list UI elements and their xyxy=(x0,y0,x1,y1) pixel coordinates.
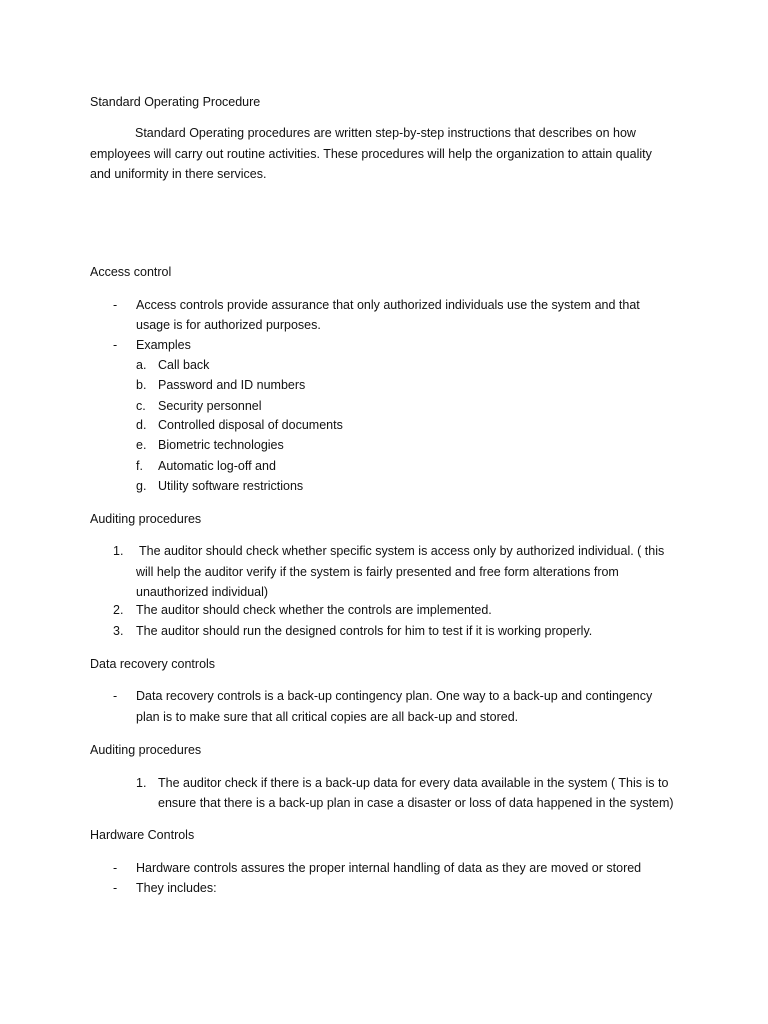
list-item-text: The auditor check if there is a back-up data for every data available in the system ( This is to xyxy=(158,776,669,790)
bullet-dash: - xyxy=(113,298,118,312)
list-marker: e. xyxy=(136,438,147,452)
list-marker: b. xyxy=(136,378,147,392)
hardware-controls-heading: Hardware Controls xyxy=(90,828,195,842)
bullet-dash: - xyxy=(113,689,118,703)
document-title: Standard Operating Procedure xyxy=(90,95,261,109)
intro-line: Standard Operating procedures are written step-by-step instructions that describes on how xyxy=(135,126,636,140)
bullet-text: plan is to make sure that all critical copies are all back-up and stored. xyxy=(136,710,519,724)
list-marker: 1. xyxy=(136,776,147,790)
list-item-text: The auditor should run the designed controls for him to test if it is working properly. xyxy=(136,624,593,638)
bullet-text: usage is for authorized purposes. xyxy=(136,318,321,332)
intro-line: and uniformity in there services. xyxy=(90,167,267,181)
bullet-text: Access controls provide assurance that only authorized individuals use the system and that xyxy=(136,298,640,312)
list-item-text: The auditor should check whether the controls are implemented. xyxy=(136,603,492,617)
bullet-text: Hardware controls assures the proper internal handling of data as they are moved or stored xyxy=(136,861,642,875)
data-recovery-heading: Data recovery controls xyxy=(90,657,216,671)
bullet-dash: - xyxy=(113,861,118,875)
list-item-text: The auditor should check whether specific system is access only by authorized individual. ( this xyxy=(139,544,665,558)
bullet-dash: - xyxy=(113,881,118,895)
list-marker: 1. xyxy=(113,544,124,558)
list-item-text: Biometric technologies xyxy=(158,438,284,452)
list-marker: 3. xyxy=(113,624,124,638)
bullet-text: Data recovery controls is a back-up contingency plan. One way to a back-up and contingency xyxy=(136,689,653,703)
access-control-heading: Access control xyxy=(90,265,172,279)
list-marker: c. xyxy=(136,399,146,413)
list-marker: 2. xyxy=(113,603,124,617)
bullet-dash: - xyxy=(113,338,118,352)
list-item-text: Controlled disposal of documents xyxy=(158,418,343,432)
list-item-text: Password and ID numbers xyxy=(158,378,306,392)
auditing-procedures-heading: Auditing procedures xyxy=(90,743,202,757)
list-item-text: unauthorized individual) xyxy=(136,585,269,599)
list-item-text: Security personnel xyxy=(158,399,262,413)
bullet-text: They includes: xyxy=(136,881,217,895)
intro-line: employees will carry out routine activities. These procedures will help the organization to attain quality xyxy=(90,147,652,161)
list-item-text: Utility software restrictions xyxy=(158,479,304,493)
list-item-text: Call back xyxy=(158,358,210,372)
list-marker: a. xyxy=(136,358,147,372)
auditing-procedures-heading: Auditing procedures xyxy=(90,512,202,526)
bullet-text: Examples xyxy=(136,338,191,352)
list-item-text: ensure that there is a back-up plan in case a disaster or loss of data happened in the system) xyxy=(158,796,674,810)
list-marker: g. xyxy=(136,479,147,493)
list-item-text: will help the auditor verify if the system is fairly presented and free form alterations from xyxy=(136,565,619,579)
list-marker: f. xyxy=(136,459,143,473)
list-item-text: Automatic log-off and xyxy=(158,459,276,473)
list-marker: d. xyxy=(136,418,147,432)
